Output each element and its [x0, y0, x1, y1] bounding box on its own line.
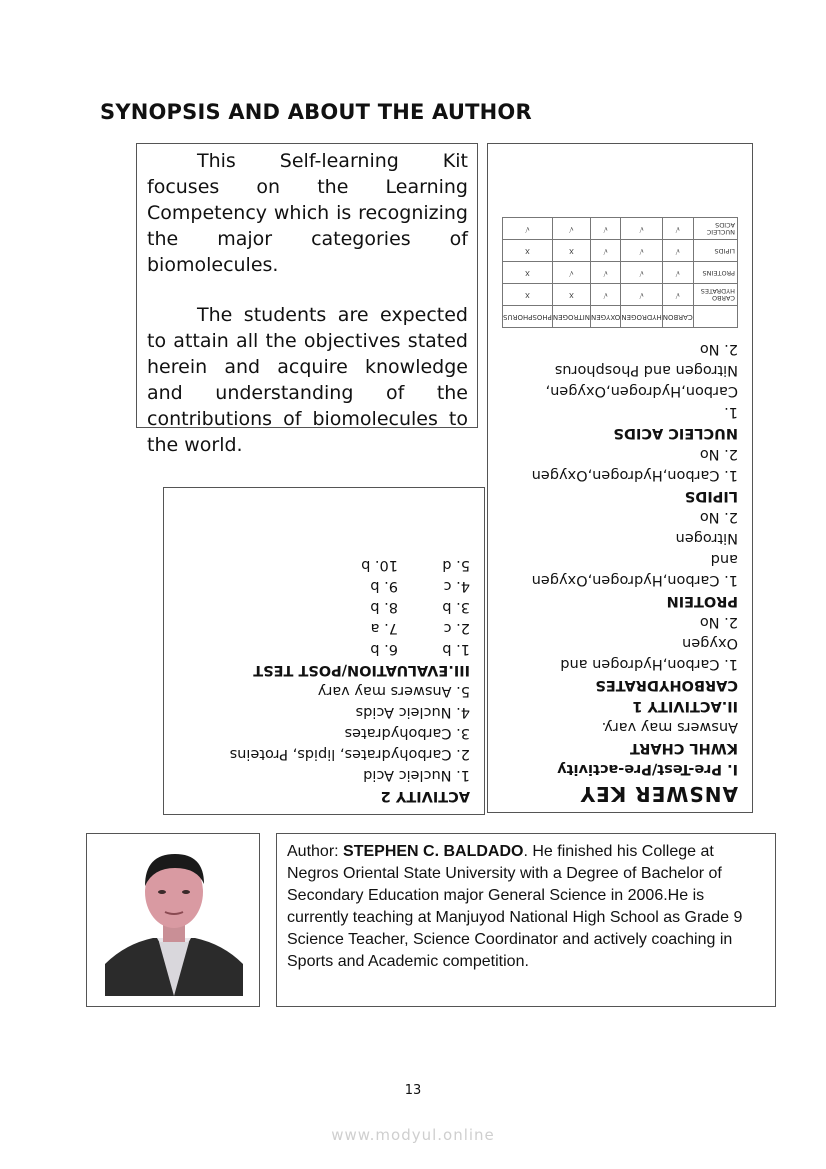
author-photo-frame [86, 833, 260, 1007]
carbohydrates-heading: CARBOHYDRATES [595, 677, 738, 693]
list-item: 2. c7. a [370, 620, 470, 636]
synopsis-paragraph-2: The students are expected to attain all the objectives stated herein and acquire knowledge and understanding of the contributions of biomolecules to the world. [147, 304, 468, 456]
table-header-cell: HYDROGEN [621, 306, 662, 328]
answer-line: 1. Carbon,Hydrogen,Oxygen [531, 572, 738, 588]
synopsis-box [136, 143, 478, 456]
table-cell: X [503, 284, 553, 306]
list-item: 4. c9. b [370, 578, 470, 594]
table-row [503, 284, 738, 306]
table-cell: X [503, 240, 553, 262]
table-header-cell: CARBON [662, 306, 693, 328]
activity2-box [163, 487, 485, 815]
row-label: LIPIDS [693, 240, 737, 262]
answer-line: Carbon,Hydrogen,Oxygen, [545, 383, 738, 399]
list-item: 3. b8. b [370, 599, 470, 615]
list-item: 1. b6. b [370, 641, 470, 657]
table-cell: √ [590, 240, 620, 262]
answer-line: Nitrogen and Phosphorus [554, 362, 738, 378]
table-cell: √ [621, 218, 662, 240]
protein-heading: PROTEIN [666, 593, 738, 609]
author-bio: . He finished his College at Negros Oriental State University with a Degree of Bachelor of Secondary Education major General Science in 2006.He is currently teaching at Manjuyod National High School as Grade 9 Science Teacher, Science Coordinator and actively coaching in Sports and Academic competition. [287, 843, 743, 970]
list-item: 3. Carbohydrates [344, 725, 470, 741]
evaluation-heading: III.EVALUATION/POST TEST [253, 662, 470, 678]
watermark: www.modyul.online [331, 1126, 495, 1144]
row-label: PROTEINS [693, 262, 737, 284]
author-label: Author: [287, 843, 344, 860]
list-item: 2. Carbohydrates, lipids, Proteins [229, 746, 470, 762]
table-cell: √ [662, 262, 693, 284]
answer-line: 1. Carbon,Hydrogen and [560, 656, 738, 672]
table-row [503, 218, 738, 240]
table-cell: √ [590, 284, 620, 306]
activity2-rotated [164, 488, 484, 814]
table-row [503, 240, 738, 262]
author-portrait-icon [105, 846, 243, 996]
list-item: 4. Nucleic Acids [355, 704, 470, 720]
answer-line: 2. No [699, 341, 738, 357]
answer-line: 2. No [699, 509, 738, 525]
table-cell: √ [590, 262, 620, 284]
answers-vary: Answers may vary. [601, 719, 738, 735]
answer-line: and [710, 551, 738, 567]
list-item: 5. Answers may vary [317, 683, 470, 699]
page-title: SYNOPSIS AND ABOUT THE AUTHOR [100, 100, 532, 124]
list-item: 1. Nucleic Acid [363, 767, 470, 783]
table-cell: X [552, 240, 590, 262]
row-label: CARBO HYDRATES [693, 284, 737, 306]
table-cell: √ [552, 262, 590, 284]
table-cell: √ [621, 262, 662, 284]
pretest-heading: I. Pre-Test/Pre-activity [557, 761, 738, 777]
activity2-heading: ACTIVITY 2 [380, 788, 470, 804]
table-cell: X [552, 284, 590, 306]
table-header-cell: PHOSPHORUS [503, 306, 553, 328]
answer-key-title: ANSWER KEY [579, 782, 738, 806]
table-cell: √ [503, 218, 553, 240]
page-number: 13 [404, 1083, 422, 1098]
answer-line: 2. No [699, 614, 738, 630]
table-cell: √ [590, 218, 620, 240]
table-cell: √ [662, 284, 693, 306]
kwhl-heading: KWHL CHART [629, 740, 738, 756]
answer-key-rotated [488, 144, 752, 812]
author-name: STEPHEN C. BALDADO [343, 843, 524, 860]
table-cell: √ [662, 240, 693, 262]
answer-line: 1. [724, 404, 738, 420]
table-header-cell: NITROGEN [552, 306, 590, 328]
elements-table [502, 217, 738, 328]
table-header-cell [693, 306, 737, 328]
answer-key-box [487, 143, 753, 813]
list-item: 5. d10. b [361, 557, 470, 573]
table-cell: √ [621, 240, 662, 262]
table-header-cell: OXYGEN [590, 306, 620, 328]
row-label: NUCLEIC ACIDS [693, 218, 737, 240]
table-cell: X [503, 262, 553, 284]
table-cell: √ [662, 218, 693, 240]
lipids-heading: LIPIDS [684, 488, 738, 504]
author-photo [105, 846, 243, 996]
answer-line: Nitrogen [675, 530, 738, 546]
activity1-heading: II.ACTIVITY 1 [632, 698, 738, 714]
author-bio-box [276, 833, 776, 1007]
table-cell: √ [621, 284, 662, 306]
answer-line: 1. Carbon,Hydrogen,Oxygen [531, 467, 738, 483]
answer-line: Oxygen [682, 635, 738, 651]
table-cell: √ [552, 218, 590, 240]
answer-line: 2. No [699, 446, 738, 462]
synopsis-paragraph-1: This Self-learning Kit focuses on the Learning Competency which is recognizing the major categories of biomolecules. [147, 150, 468, 276]
nucleic-acids-heading: NUCLEIC ACIDS [613, 425, 738, 441]
table-row [503, 262, 738, 284]
